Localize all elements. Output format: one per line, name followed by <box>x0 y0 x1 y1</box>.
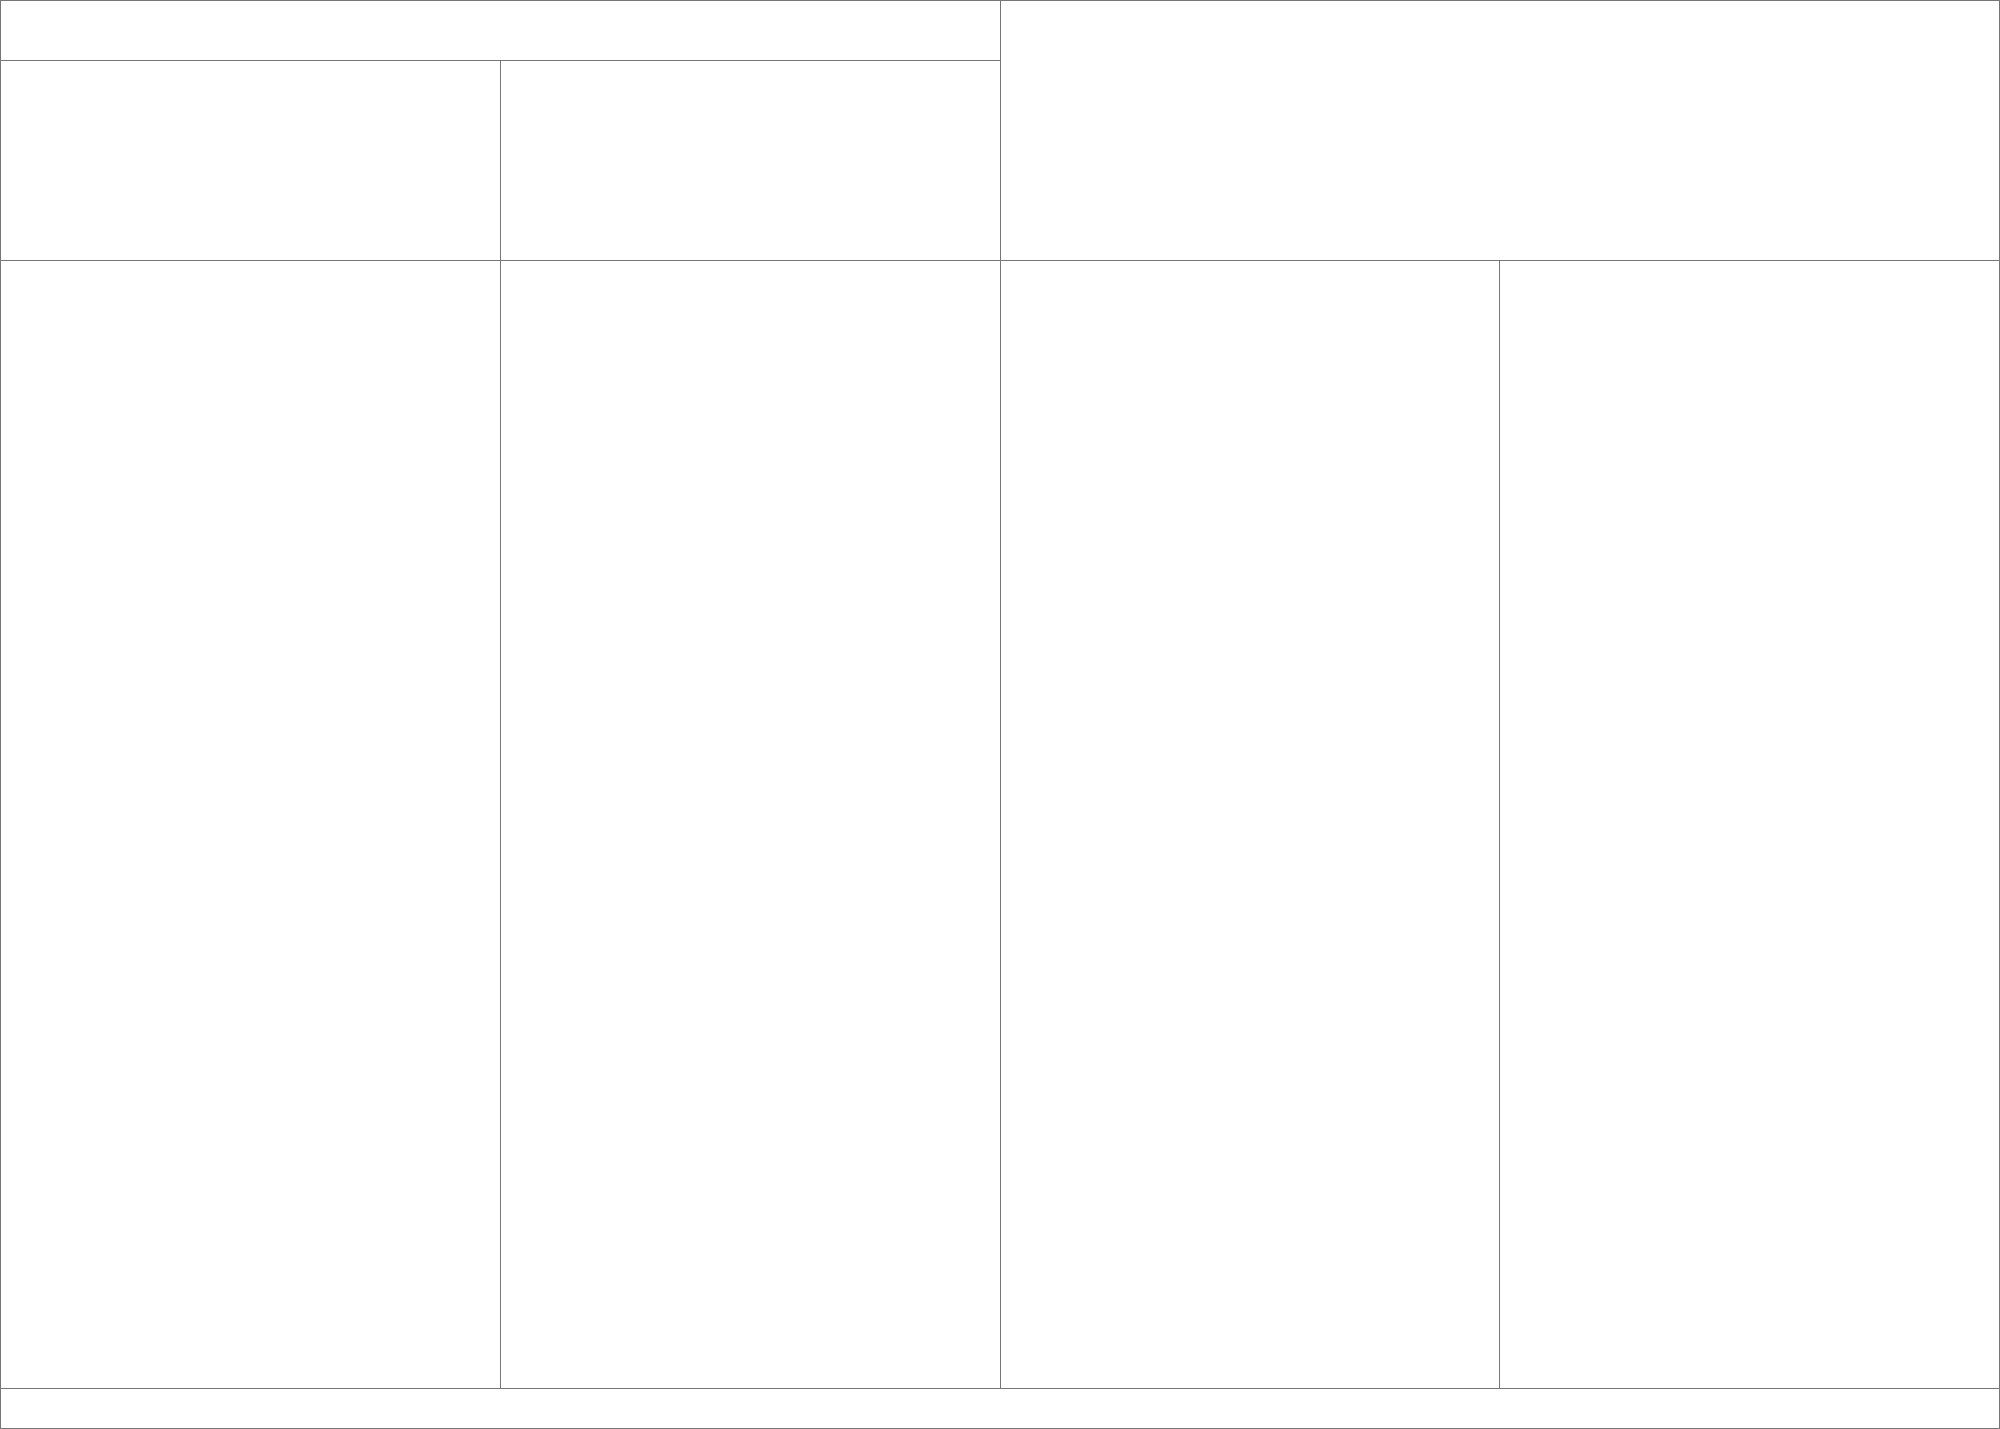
block-b5 <box>1000 261 1500 1389</box>
block-b3 <box>1 261 501 1389</box>
block-b4 <box>500 261 1000 1389</box>
block-body <box>9 69 492 93</box>
page-header <box>1 1 1001 61</box>
block-body <box>1009 269 1492 293</box>
block-b2 <box>500 61 1000 261</box>
masthead <box>1000 1 2000 261</box>
block-body <box>509 69 992 93</box>
page-footer <box>1 1389 2000 1429</box>
block-body <box>509 269 992 293</box>
block-b1 <box>1 61 501 261</box>
block-body <box>1508 269 1991 293</box>
block-body <box>9 269 492 293</box>
block-b6 <box>1500 261 2000 1389</box>
